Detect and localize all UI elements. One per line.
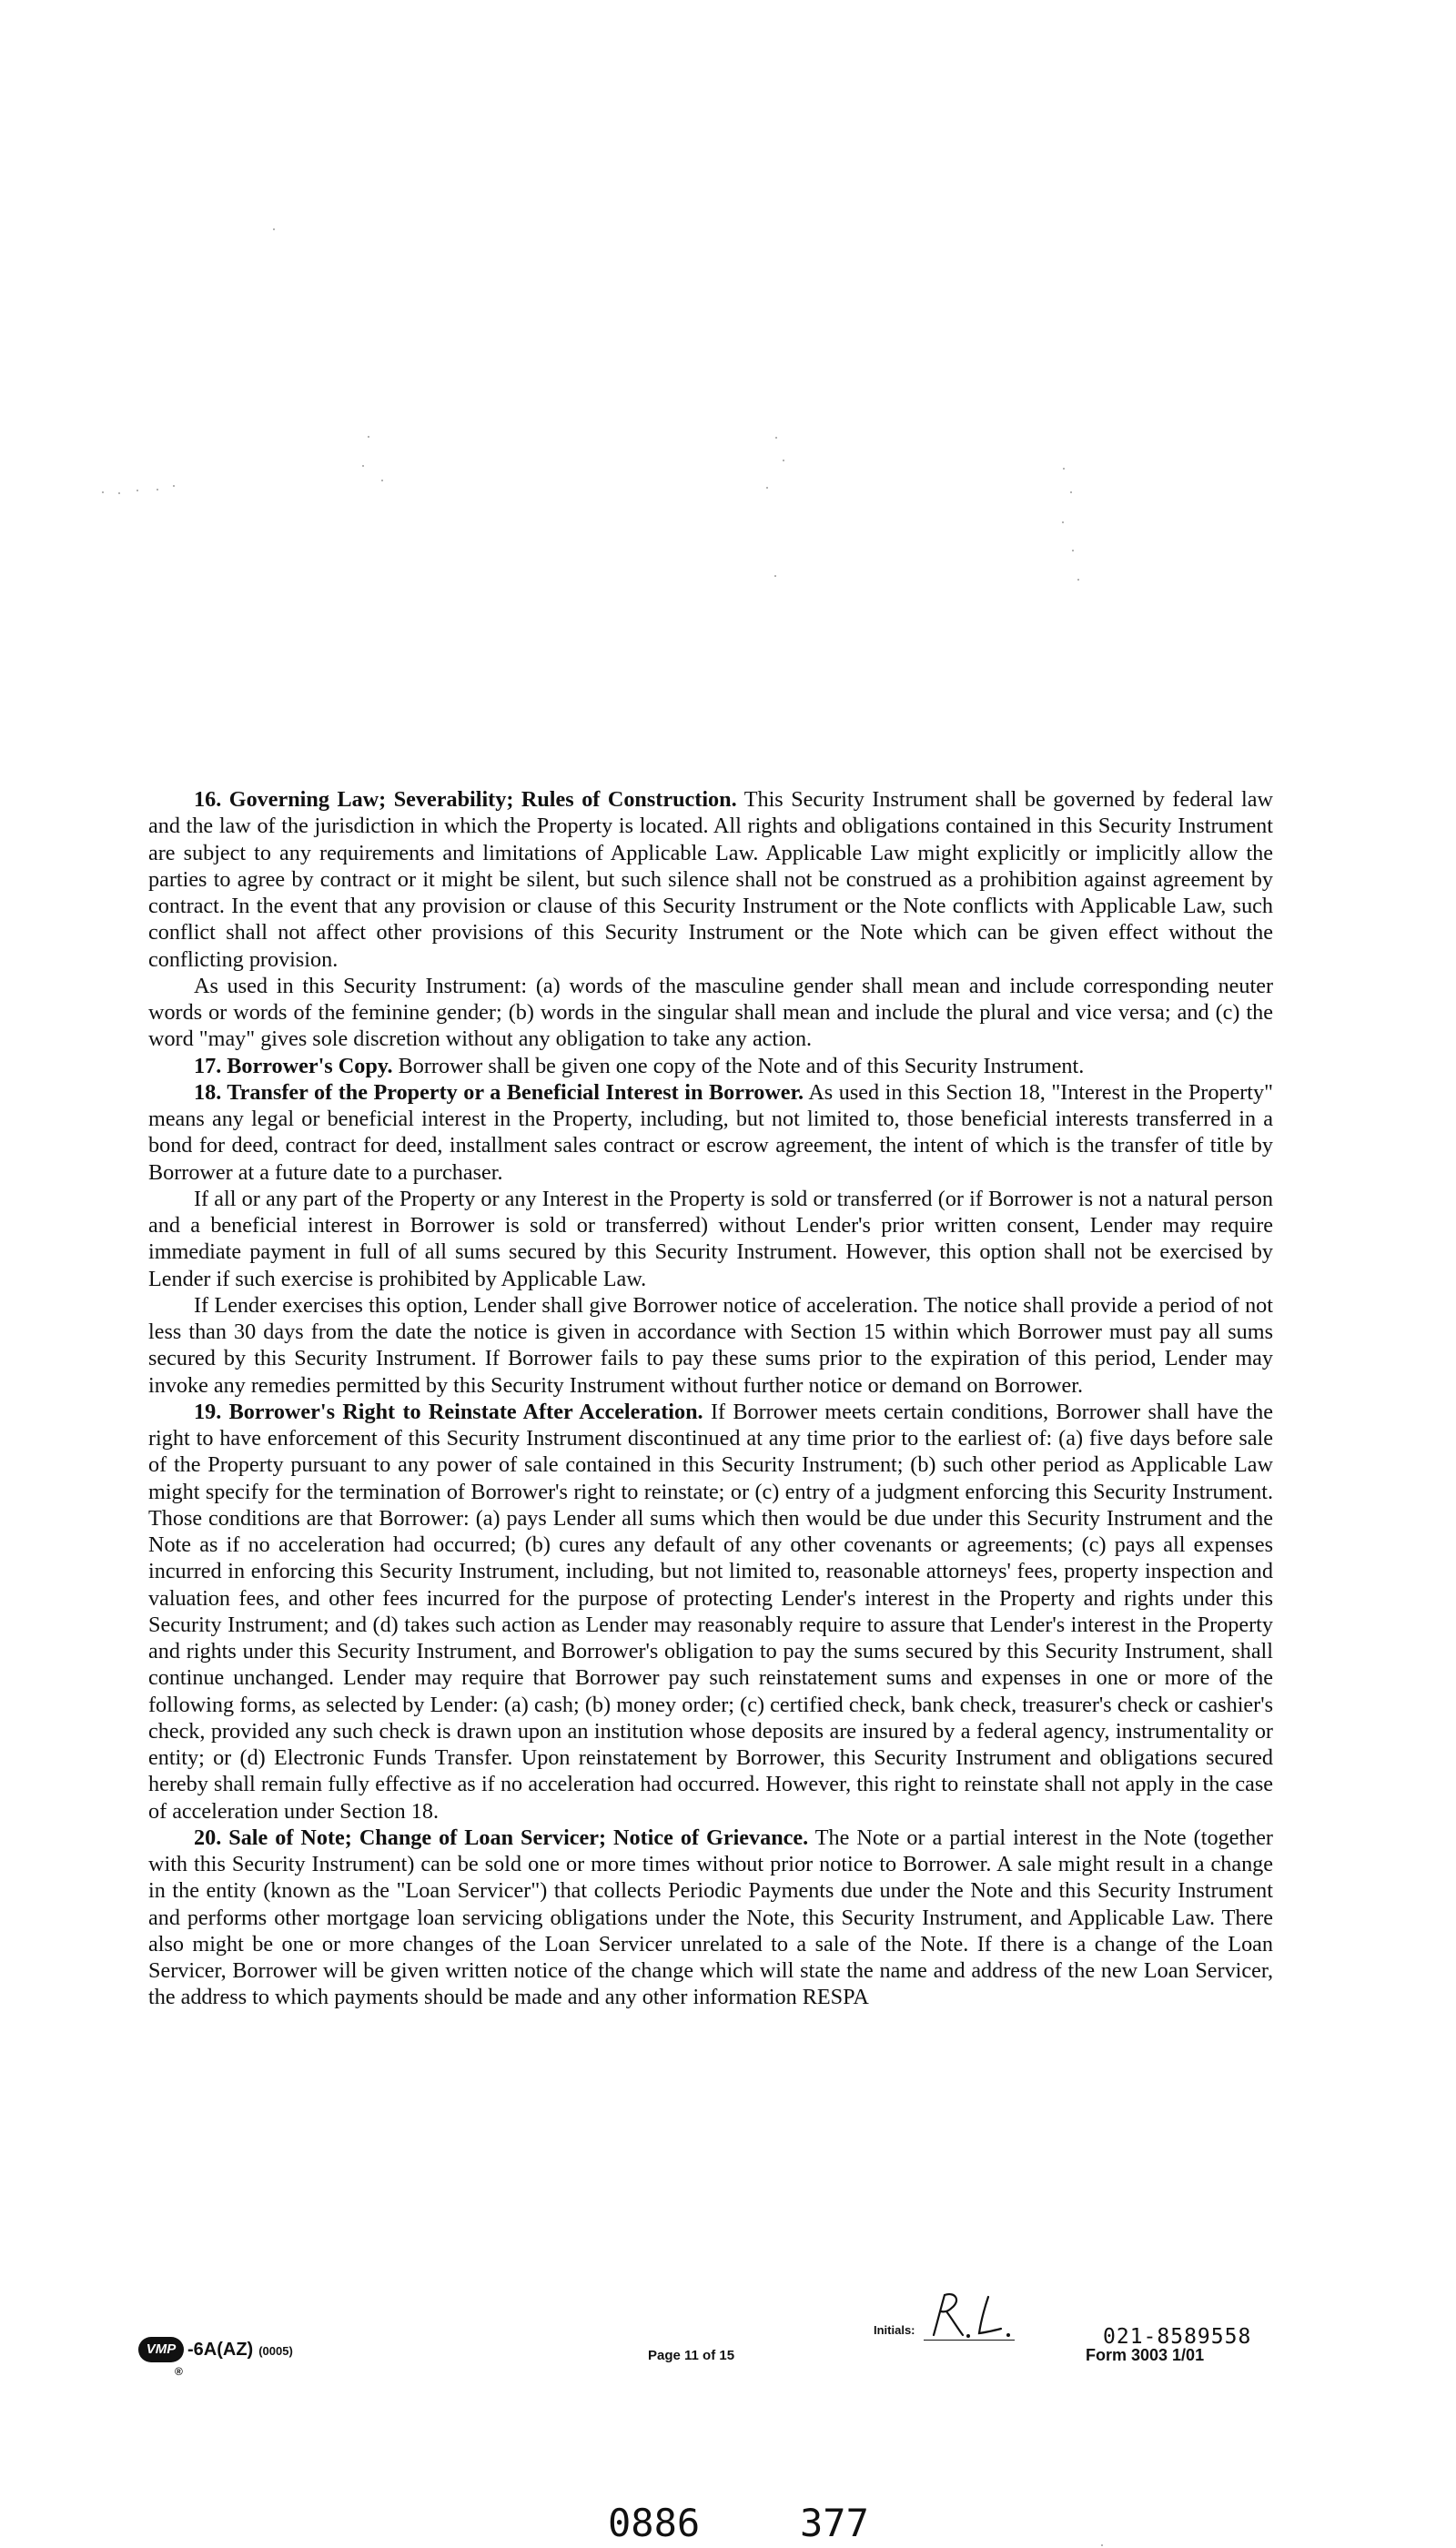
- section-20-text: The Note or a partial interest in the Note (together with this Security Instrument) can be sold one or more times without prior notice to Borrower. A sale might result in a change in the entity (known as the "Loan Servicer") that collects Periodic Payments due under the Note and this Security Instrument and performs other mortgage loan servicing obligations under the Note, this Security Instrument, and Applicable Law. There also might be one or more changes of the Loan Servicer unrelated to a sale of the Note. If there is a change of the Loan Servicer, Borrower will be given written notice of the change which will state the name and address of the new Loan Servicer, the address to which payments should be made and any other information RESPA: [148, 1825, 1273, 2010]
- section-17-text: Borrower shall be given one copy of the Note and of this Security Instrument.: [398, 1053, 1085, 1078]
- section-20-heading: 20. Sale of Note; Change of Loan Servicer; Notice of Grievance.: [194, 1825, 809, 1850]
- recording-book-number: 0886: [608, 2501, 701, 2545]
- scan-speck: [1063, 468, 1065, 470]
- loan-number: 021-8589558: [1103, 2325, 1252, 2349]
- scan-speck: [774, 575, 776, 577]
- section-18-para-2: If all or any part of the Property or any Interest in the Property is sold or transferred (or if Borrower is not a natural person and a beneficial interest in Borrower is sold or transferred) without Lender's prior written consent, Lender may require immediate payment in full of all sums secured by this Security Instrument. However, this option shall not be exercised by Lender if such exercise is prohibited by Applicable Law.: [148, 1186, 1273, 1291]
- scan-speck: [1077, 579, 1079, 581]
- scan-speck: [1072, 550, 1074, 551]
- section-19-text: If Borrower meets certain conditions, Borrower shall have the right to have enforcement of this Security Instrument discontinued at any time prior to the earliest of: (a) five days before sale of the Property pursuant to any power of sale contained in this Security Instrument; (b) such other period as Applicable Law might specify for the termination of Borrower's right to reinstate; or (c) entry of a judgment enforcing this Security Instrument. Those conditions are that Borrower: (a) pays Lender all sums which then would be due under this Security Instrument and the Note as if no acceleration had occurred; (b) cures any default of any other covenants or agreements; (c) pays all expenses incurred in enforcing this Security Instrument, including, but not limited to, reasonable attorneys' fees, property inspection and valuation fees, and other fees incurred for the purpose of protecting Lender's interest in the Property and rights under this Security Instrument; and (d) takes such action as Lender may reasonably require to assure that Lender's interest in the Property and rights under this Security Instrument, and Borrower's obligation to pay the sums secured by this Security Instrument, shall continue unchanged. Lender may require that Borrower pay such reinstatement sums and expenses in one or more of the following forms, as selected by Lender: (a) cash; (b) money order; (c) certified check, bank check, treasurer's check or cashier's check, provided any such check is drawn upon an institution whose deposits are insured by a federal agency, instrumentality or entity; or (d) Electronic Funds Transfer. Upon reinstatement by Borrower, this Security Instrument and obligations secured hereby shall remain fully effective as if no acceleration had occurred. However, this right to reinstate shall not apply in the case of acceleration under Section 18.: [148, 1399, 1274, 1824]
- scan-speck: [362, 465, 364, 467]
- section-20-para-1: [148, 1825, 1273, 2011]
- form-code: [187, 2340, 293, 2361]
- section-16-heading: 16. Governing Law; Severability; Rules of Construction.: [194, 787, 737, 812]
- initials-signature: [921, 2288, 1021, 2342]
- initials-label: Initials:: [874, 2323, 915, 2337]
- vmp-logo-text: VMP: [146, 2341, 177, 2357]
- scan-speck: [1070, 491, 1072, 493]
- section-16-para-1: [148, 786, 1273, 973]
- scan-speck: [136, 490, 138, 491]
- section-18-text: As used in this Section 18, "Interest in the Property" means any legal or beneficial interest in the Property, including, but not limited to, those beneficial interests transferred in a bond for deed, contract for deed, installment sales contract or escrow agreement, the intent of which is the transfer of title by Borrower at a future date to a purchaser.: [148, 1079, 1273, 1185]
- scan-speck: [775, 437, 777, 439]
- form-code-block: [138, 2337, 293, 2378]
- scan-speck: [783, 460, 784, 461]
- scan-speck: [173, 485, 175, 487]
- section-18-heading: 18. Transfer of the Property or a Beneficial Interest in Borrower.: [194, 1079, 804, 1105]
- scan-speck: [157, 489, 158, 490]
- section-17-heading: 17. Borrower's Copy.: [194, 1053, 393, 1078]
- scan-speck: [102, 491, 104, 493]
- scan-speck: [273, 228, 275, 230]
- section-18-para-1: [148, 1079, 1273, 1186]
- section-16-para-2: As used in this Security Instrument: (a) words of the masculine gender shall mean and include corresponding neuter words or words of the feminine gender; (b) words in the singular shall mean and include the plural and vice versa; and (c) the word "may" gives sole discretion without any obligation to take any action.: [148, 973, 1273, 1052]
- scan-speck: [381, 480, 383, 481]
- form-code-main: -6A(AZ): [187, 2339, 254, 2360]
- section-18-para-3: If Lender exercises this option, Lender shall give Borrower notice of acceleration. The notice shall provide a period of not less than 30 days from the date the notice is given in accordance with Section 15 within which Borrower must pay all sums secured by this Security Instrument. If Borrower fails to pay these sums prior to the expiration of this period, Lender may invoke any remedies permitted by this Security Instrument without further notice or demand on Borrower.: [148, 1292, 1273, 1398]
- scan-speck: [368, 436, 369, 438]
- section-19-para-1: [148, 1399, 1273, 1825]
- section-17-para-1: [148, 1053, 1273, 1079]
- recording-page-number: 377: [800, 2501, 869, 2545]
- scan-speck: [766, 487, 768, 489]
- page-number: Page 11 of 15: [648, 2348, 735, 2363]
- scan-speck: [1101, 2544, 1103, 2546]
- registered-mark: ®: [175, 2365, 183, 2378]
- section-19-heading: 19. Borrower's Right to Reinstate After Acceleration.: [194, 1399, 703, 1424]
- vmp-logo: [138, 2337, 184, 2378]
- scan-speck: [118, 492, 120, 494]
- form-code-suffix: (0005): [258, 2343, 293, 2358]
- scan-speck: [1062, 521, 1064, 523]
- form-number: Form 3003 1/01: [1086, 2346, 1205, 2364]
- section-16-text: This Security Instrument shall be governed by federal law and the law of the jurisdiction in which the Property is located. All rights and obligations contained in this Security Instrument are subject to any requirements and limitations of Applicable Law. Applicable Law might explicitly or implicitly allow the parties to agree by contract or it might be silent, but such silence shall not be construed as a prohibition against agreement by contract. In the event that any provision or clause of this Security Instrument or the Note conflicts with Applicable Law, such conflict shall not affect other provisions of this Security Instrument or the Note which can be given effect without the conflicting provision.: [148, 787, 1273, 972]
- document-body: [148, 786, 1273, 2011]
